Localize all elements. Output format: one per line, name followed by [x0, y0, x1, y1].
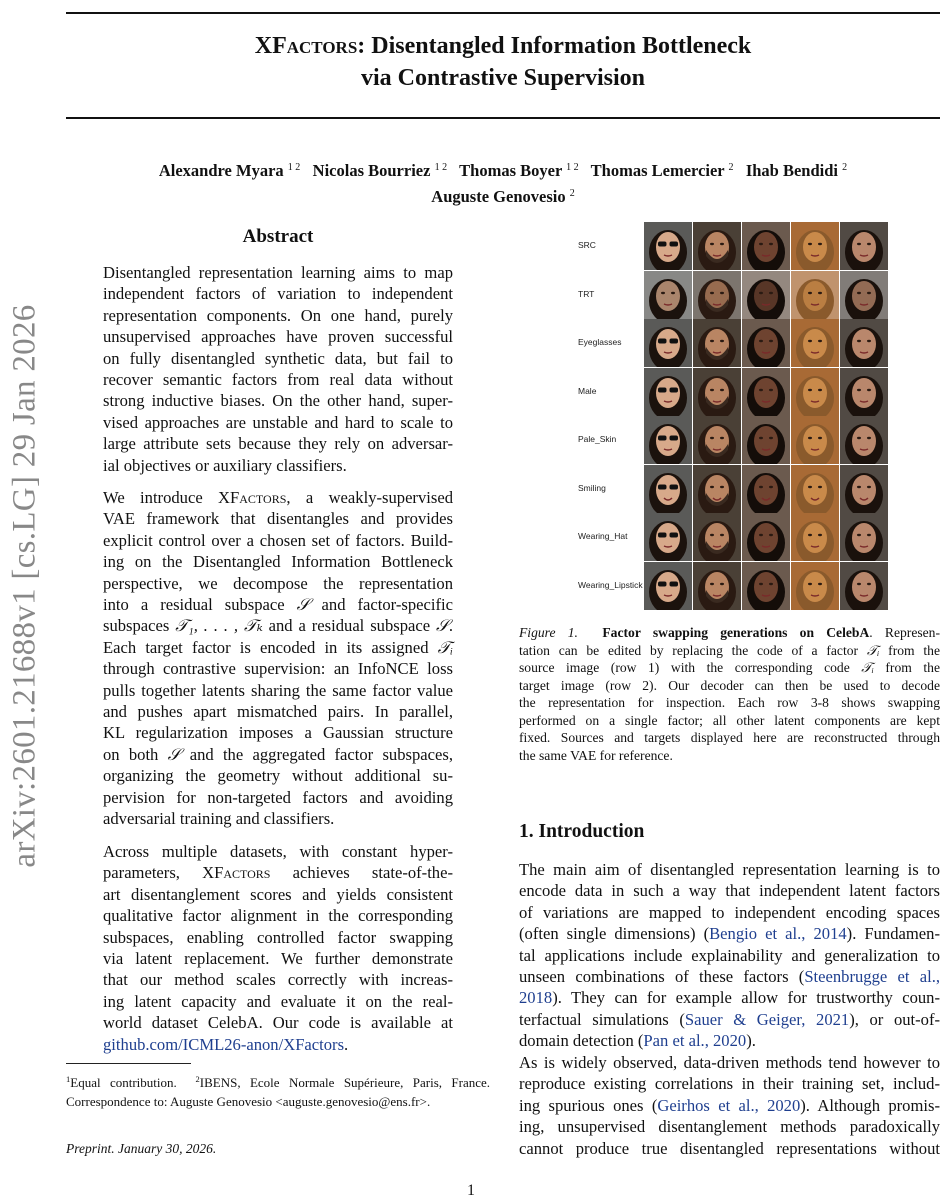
face-image [840, 416, 888, 464]
face-image [840, 271, 888, 319]
author-2: Nicolas Bourriez $^{1 2}$ [312, 161, 448, 180]
abstract-line: through contrastive supervision: an InfoNCE loss [103, 659, 453, 679]
arxiv-stamp [0, 268, 50, 904]
title-x: XF [254, 33, 287, 59]
face-image [693, 222, 741, 270]
title-bottom-rule [66, 117, 940, 119]
abstract-line: unsupervised approaches have proven successful [103, 327, 453, 347]
face-image [693, 271, 741, 319]
footnote: $^1$Equal contribution. $^2$IBENS, Ecole Normale Supérieure, Paris, France. Correspondence to: Auguste Genovesio <auguste.genovesio@ens.fr>. [66, 1074, 491, 1109]
citation-link[interactable]: Geirhos et al., 2020 [657, 1095, 801, 1115]
figure-row-label: Wearing_Hat [578, 531, 628, 542]
abstract-line: Each target factor is encoded in its assigned 𝒯ᵢ [103, 637, 453, 657]
title-rest: : Disentangled Information Bottleneck [357, 33, 752, 59]
intro-line: ing, unsupervised disentanglement methods paradoxically [519, 1117, 940, 1137]
author-6: Auguste Genovesio $^2$ [431, 187, 575, 206]
face-image [791, 416, 839, 464]
intro-line: encode data in such a way that independent latent factors [519, 881, 940, 901]
caption-line: source image (row 1) with the corresponding code 𝒯ᵢ from the [519, 660, 940, 675]
face-image [791, 513, 839, 561]
abstract-line: art disentanglement scores and yields consistent [103, 884, 453, 904]
caption-label: Figure 1. [519, 625, 578, 640]
author-4: Thomas Lemercier $^2$ [590, 161, 734, 180]
face-image [693, 416, 741, 464]
face-image [693, 368, 741, 416]
abstract-line: into a residual subspace 𝒮 and factor-specific [103, 595, 453, 615]
figure-row-label: Eyeglasses [578, 337, 622, 348]
abstract-line: and pushes apart mismatched pairs. In parallel, [103, 702, 453, 722]
arxiv-stamp-text: arXiv:2601.21688v1 [cs.LG] 29 Jan 2026 [6, 304, 43, 868]
face-image [644, 222, 692, 270]
caption-line: target image (row 2). Our decoder can then be used to decode [519, 677, 940, 693]
citation-link[interactable]: Bengio et al., 2014 [709, 924, 847, 944]
figure-row-label: TRT [578, 288, 595, 299]
intro-line: As is widely observed, data-driven methods tend however to [519, 1053, 940, 1072]
face-image [742, 416, 790, 464]
abstract-line: ial objectives or auxiliary classifiers. [103, 455, 347, 475]
footnote-rule [66, 1063, 191, 1064]
caption-line: tation can be edited by replacing the code of a factor 𝒯ᵢ from the [519, 642, 940, 658]
abstract-line: pulls together latents sharing the same factor value [103, 680, 453, 700]
abstract-line: Across multiple datasets, with constant hyper- [103, 842, 453, 861]
abstract-paragraph-3 [103, 841, 453, 1055]
face-image [840, 562, 888, 610]
face-image [742, 465, 790, 513]
caption-title: Factor swapping generations on CelebA [602, 625, 870, 640]
intro-line: ing spurious ones (Geirhos et al., 2020). Although promis- [519, 1095, 940, 1115]
abstract-line: We introduce XFactors, a weakly-supervised [103, 488, 453, 507]
face-image [742, 513, 790, 561]
abstract-line: organizing the geometry without additional su- [103, 766, 453, 786]
face-image [742, 222, 790, 270]
author-list [66, 156, 940, 208]
face-image [742, 271, 790, 319]
face-image [644, 513, 692, 561]
intro-line: domain detection (Pan et al., 2020). [519, 1031, 756, 1051]
intro-line: tal applications include explainability and generalization to [519, 945, 940, 965]
abstract-line: via latent replacement. We further demonstrate [103, 949, 453, 969]
figure-row-label: Male [578, 385, 597, 396]
abstract-line: perspective, we decompose the representation [103, 573, 453, 593]
intro-paragraph-2 [519, 1052, 940, 1159]
page-number: 1 [467, 1182, 475, 1199]
face-image [644, 271, 692, 319]
code-link[interactable]: github.com/ICML26-anon/XFactors [103, 1034, 345, 1054]
caption-line: Figure 1. Factor swapping generations on CelebA. Represen- [519, 625, 941, 640]
title-line2: via Contrastive Supervision [360, 65, 645, 91]
author-1: Alexandre Myara $^{1 2}$ [158, 161, 301, 180]
abstract-line: strong inductive biases. On the other hand, super- [103, 391, 453, 411]
face-image [791, 271, 839, 319]
figure-1-face-grid [575, 222, 887, 612]
face-image [791, 368, 839, 416]
figure-row-label: Pale_Skin [578, 434, 617, 445]
face-image [791, 465, 839, 513]
abstract-line: world dataset CelebA. Our code is available at [103, 1013, 453, 1033]
citation-link[interactable]: Sauer & Geiger, 2021 [684, 1009, 850, 1029]
face-image [840, 465, 888, 513]
citation-link[interactable]: Steenbrugge et al., [804, 967, 940, 987]
title-top-rule [66, 12, 940, 14]
face-image [644, 416, 692, 464]
face-image [693, 319, 741, 367]
intro-line: of variations are mapped to independent encoding spaces [519, 902, 940, 922]
intro-line: The main aim of disentangled representation learning is to [519, 860, 940, 879]
abstract-line: subspaces 𝒯₁, . . . , 𝒯ₖ and a residual subspace 𝒮. [103, 616, 453, 636]
caption-line: performed on a single factor; all other latent components are kept [519, 712, 940, 728]
face-image [742, 368, 790, 416]
figure-1-caption [519, 624, 940, 764]
intro-line: 2018). They can for example allow for trustworthy coun- [519, 988, 940, 1008]
face-image [644, 368, 692, 416]
intro-line: (often single dimensions) (Bengio et al., 2014). Fundamen- [519, 924, 940, 944]
section-heading-introduction: 1. Introduction [519, 821, 645, 842]
intro-line: terfactual simulations (Sauer & Geiger, 2021), or out-of- [519, 1009, 941, 1029]
abstract-line: adversarial training and classifiers. [103, 809, 335, 829]
figure-row-label: SRC [578, 240, 596, 251]
face-image [840, 222, 888, 270]
abstract-line: large attribute sets because they rely on adversar- [103, 434, 453, 454]
face-image [693, 465, 741, 513]
abstract-line: vised approaches are unstable and hard to scale to [103, 412, 453, 432]
abstract-line: explicit control over a chosen set of factors. Build- [103, 530, 453, 550]
abstract-line: that our method scales correctly with increas- [103, 970, 453, 990]
abstract-line: KL regularization imposes a Gaussian structure [103, 723, 453, 743]
intro-paragraph-1 [519, 859, 940, 1052]
abstract-heading: Abstract [242, 226, 314, 247]
abstract-line: parameters, XFactors achieves state-of-the- [103, 863, 453, 883]
figure-row-label: Wearing_Lipstick [578, 579, 643, 590]
intro-line: reproduce existing correlations in their training set, includ- [519, 1074, 940, 1094]
citation-link[interactable]: 2018 [519, 988, 553, 1008]
face-image [644, 562, 692, 610]
abstract-line: subspaces, enabling controlled factor swapping [103, 927, 453, 947]
face-image [791, 562, 839, 610]
author-5: Ihab Bendidi $^2$ [745, 161, 848, 180]
title-factors: actors [286, 33, 358, 59]
caption-line: the same VAE for reference. [519, 747, 673, 763]
abstract-line: Disentangled representation learning aims to map [103, 263, 453, 282]
face-image [840, 513, 888, 561]
author-3: Thomas Boyer $^{1 2}$ [459, 161, 579, 180]
intro-line: cannot produce true disentangled representations without [519, 1138, 940, 1158]
abstract-paragraph-1 [103, 262, 453, 476]
face-image [693, 562, 741, 610]
face-image [791, 222, 839, 270]
abstract-line: ing latent capacity and evaluate it on the real- [103, 991, 453, 1011]
abstract-line: qualitative factor alignment in the corresponding [103, 906, 453, 926]
abstract-line: representation components. On one hand, purely [103, 305, 453, 325]
face-image [840, 368, 888, 416]
caption-line: fixed. Sources and targets displayed here are reconstructed through [519, 730, 940, 745]
abstract-line: VAE framework that disentangles and provides [103, 509, 453, 529]
abstract-line: github.com/ICML26-anon/XFactors. [103, 1034, 349, 1054]
paper-title [66, 30, 940, 94]
face-image [742, 562, 790, 610]
figure-row-label: Smiling [578, 482, 606, 493]
abstract-line: on fully disentangled synthetic data, but fail to [103, 348, 453, 368]
abstract-paragraph-2 [103, 487, 453, 830]
citation-link[interactable]: Pan et al., 2020 [643, 1031, 747, 1051]
abstract-line: on both 𝒮 and the aggregated factor subspaces, [103, 744, 453, 764]
abstract-line: independent factors of variation to independent [103, 284, 453, 304]
caption-line: the representation for inspection. Each row 3-8 shows swapping [519, 695, 940, 710]
face-image [644, 465, 692, 513]
face-image [693, 513, 741, 561]
face-image [644, 319, 692, 367]
abstract-line: recover semantic factors from real data without [103, 370, 453, 390]
face-image [840, 319, 888, 367]
intro-line: unseen combinations of these factors (Steenbrugge et al., [519, 967, 940, 987]
face-image [742, 319, 790, 367]
abstract-line: pervision for non-targeted factors and avoiding [103, 787, 453, 807]
face-image [791, 319, 839, 367]
abstract-line: ing on the Disentangled Information Bottleneck [103, 552, 453, 572]
preprint-line: Preprint. January 30, 2026. [66, 1141, 217, 1156]
